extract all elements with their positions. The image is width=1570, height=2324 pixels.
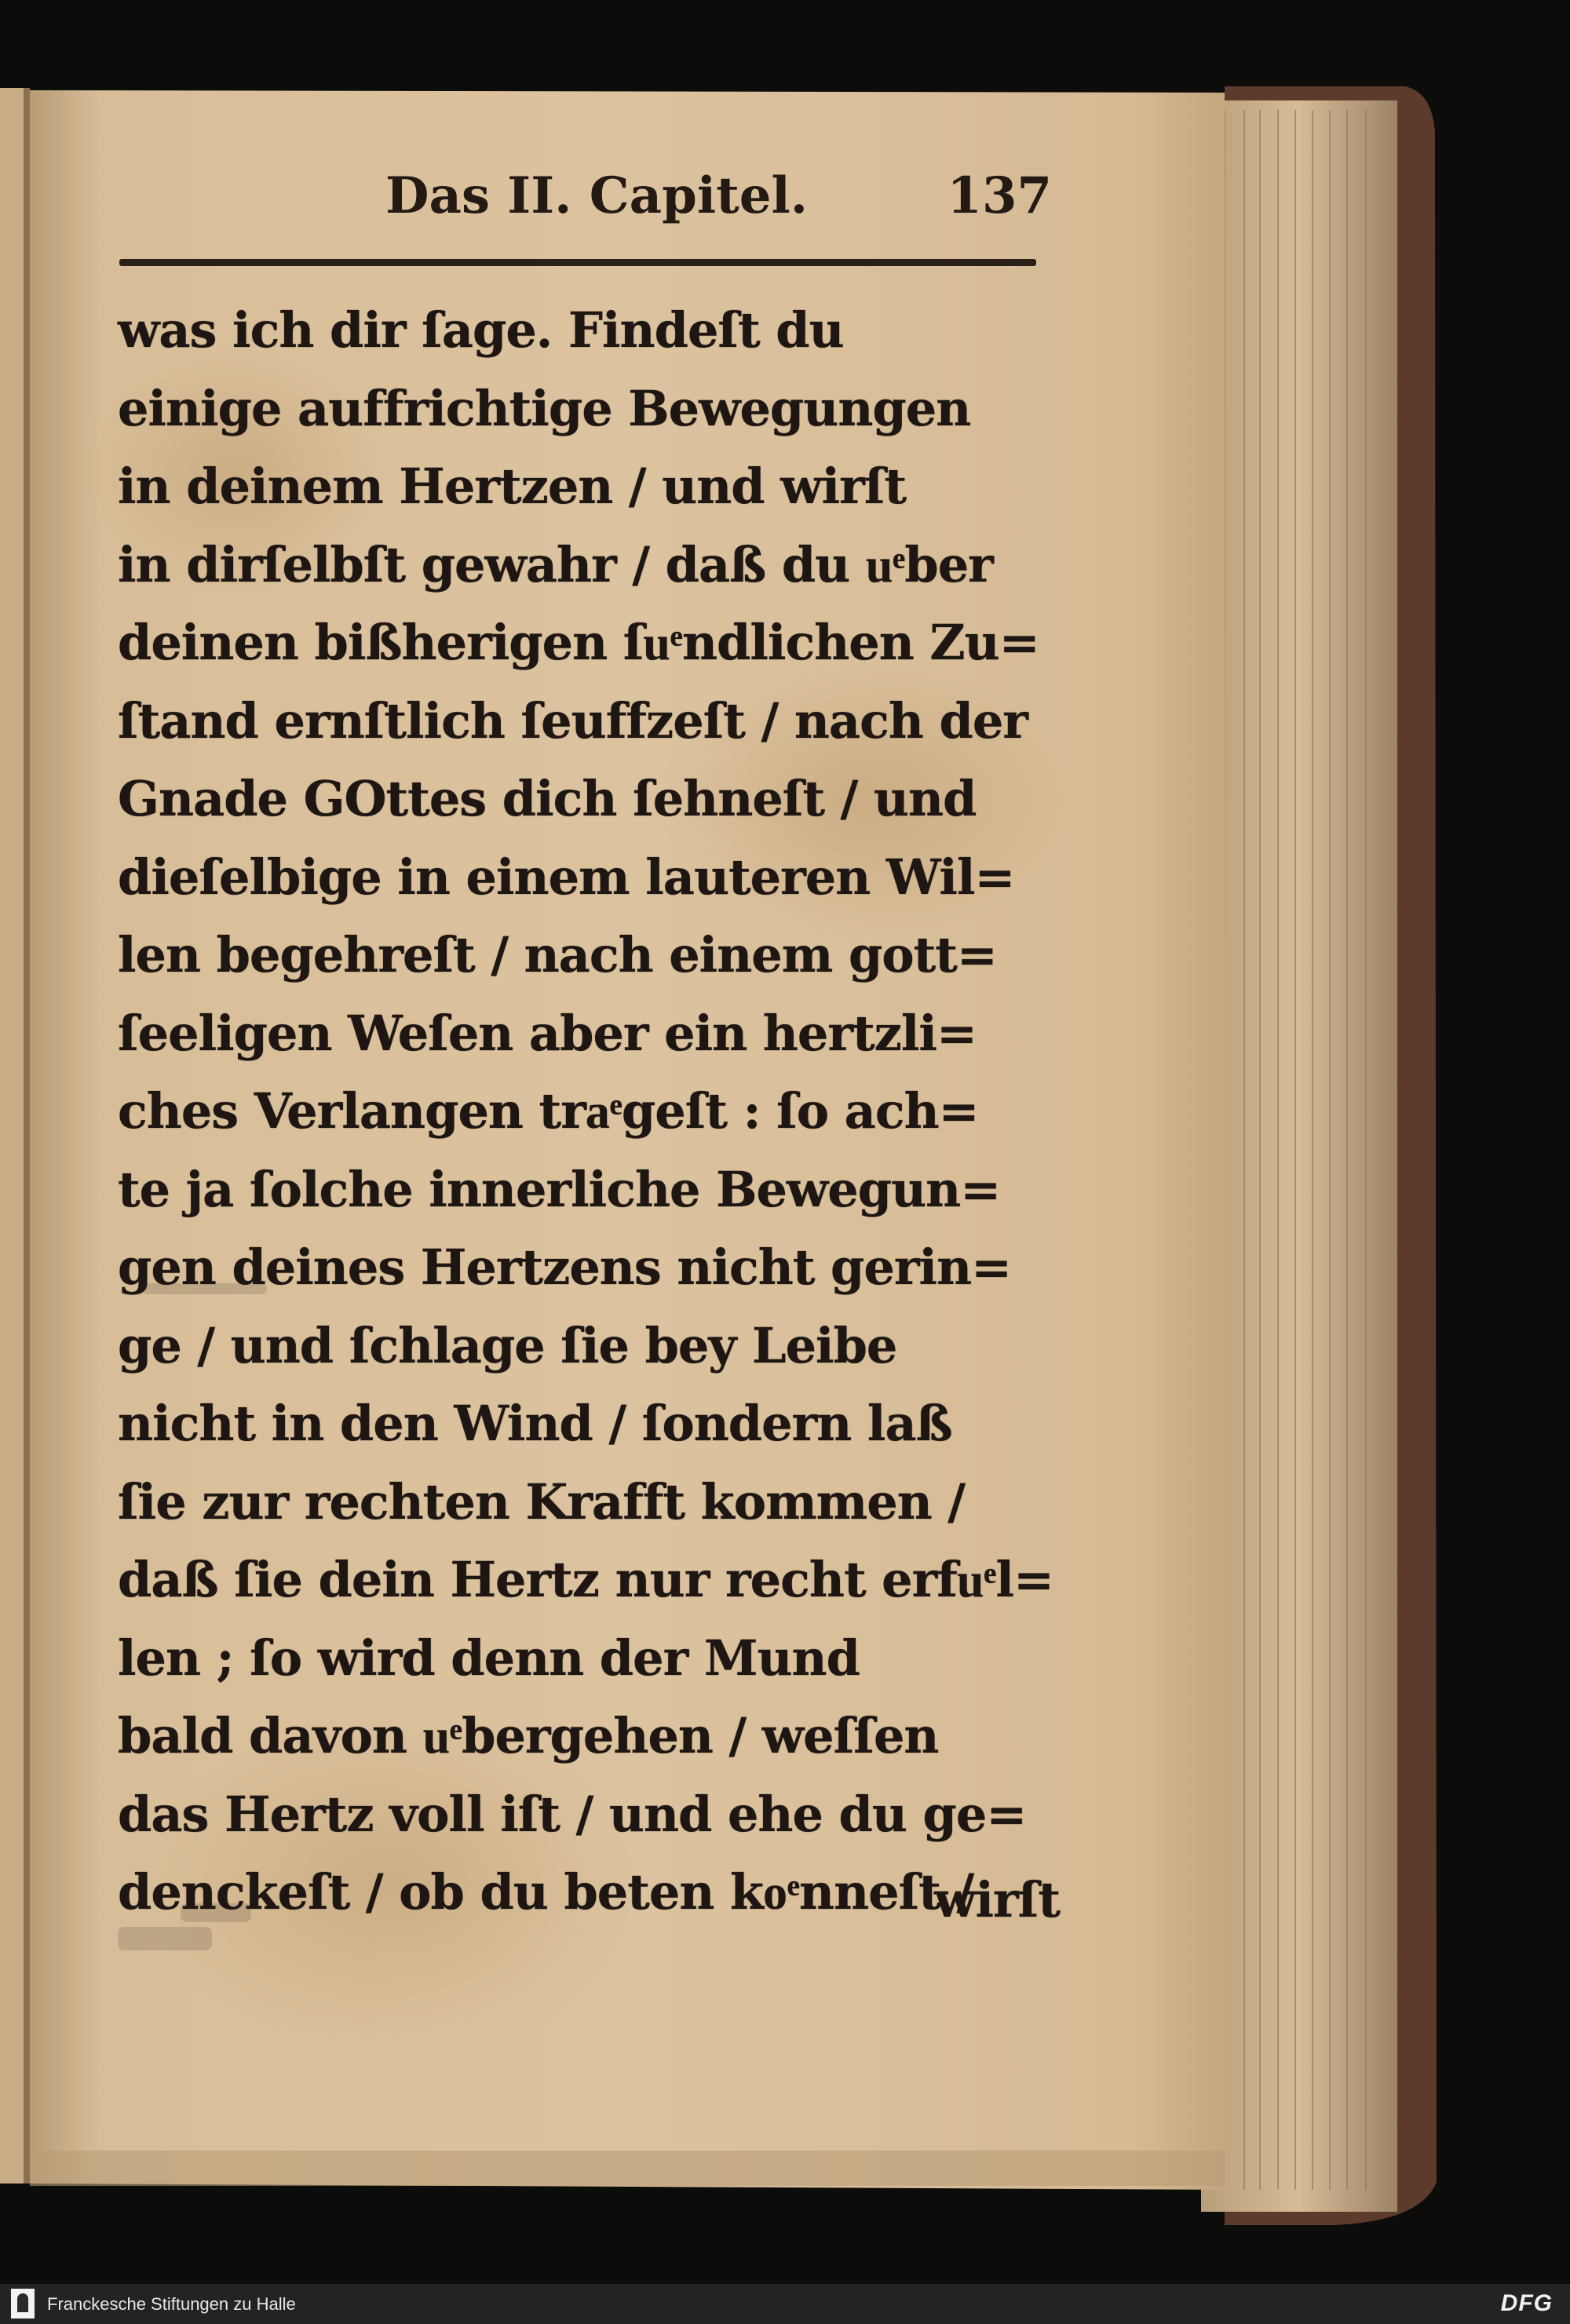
header-rule <box>119 259 1036 266</box>
text-line: te ja ſolche innerliche Bewegun= <box>118 1161 1001 1218</box>
catchword: wirſt <box>934 1871 1060 1928</box>
running-head: Das II. Capitel. <box>385 166 809 225</box>
footer-institution: Franckesche Stiftungen zu Halle <box>47 2294 296 2314</box>
text-line: in dirſelbſt gewahr / daß du uͤber <box>118 536 993 593</box>
text-line: len ; ſo wird denn der Mund <box>118 1629 860 1687</box>
text-line: was ich dir ſage. Findeſt du <box>118 301 844 359</box>
text-line: das Hertz voll iſt / und ehe du ge= <box>118 1786 1027 1843</box>
page-number: 137 <box>947 166 1052 225</box>
institution-logo-icon <box>11 2289 35 2319</box>
text-line: einige auffrichtige Bewegungen <box>118 380 971 437</box>
text-line: ſie zur rechten Krafft kommen / <box>118 1473 966 1530</box>
footer-bar <box>0 2284 1570 2324</box>
text-line: len begehreſt / nach einem gott= <box>118 926 997 983</box>
text-line: gen deines Hertzens nicht gerin= <box>118 1239 1012 1296</box>
text-line: ſtand ernſtlich ſeuffzeſt / nach der <box>118 692 1028 750</box>
text-line: bald davon uͤbergehen / weſſen <box>118 1707 939 1764</box>
text-line: ge / und ſchlage ſie bey Leibe <box>118 1317 897 1374</box>
text-line: dieſelbige in einem lauteren Wil= <box>118 848 1015 906</box>
text-line: deinen bißherigen ſuͤndlichen Zu= <box>118 614 1039 671</box>
text-line: denckeſt / ob du beten koͤnneſt / <box>118 1863 974 1921</box>
text-line: ches Verlangen traͤgeſt : ſo ach= <box>118 1082 979 1140</box>
text-line: in deinem Hertzen / und wirſt <box>118 458 907 515</box>
text-line: nicht in den Wind / ſondern laß <box>118 1395 952 1452</box>
text-line: ſeeligen Weſen aber ein hertzli= <box>118 1005 977 1062</box>
text-line: daß ſie dein Hertz nur recht erfuͤl= <box>118 1551 1053 1608</box>
text-line: Gnade GOttes dich ſehneſt / und <box>118 770 977 827</box>
dfg-logo: DFG <box>1500 2290 1553 2316</box>
